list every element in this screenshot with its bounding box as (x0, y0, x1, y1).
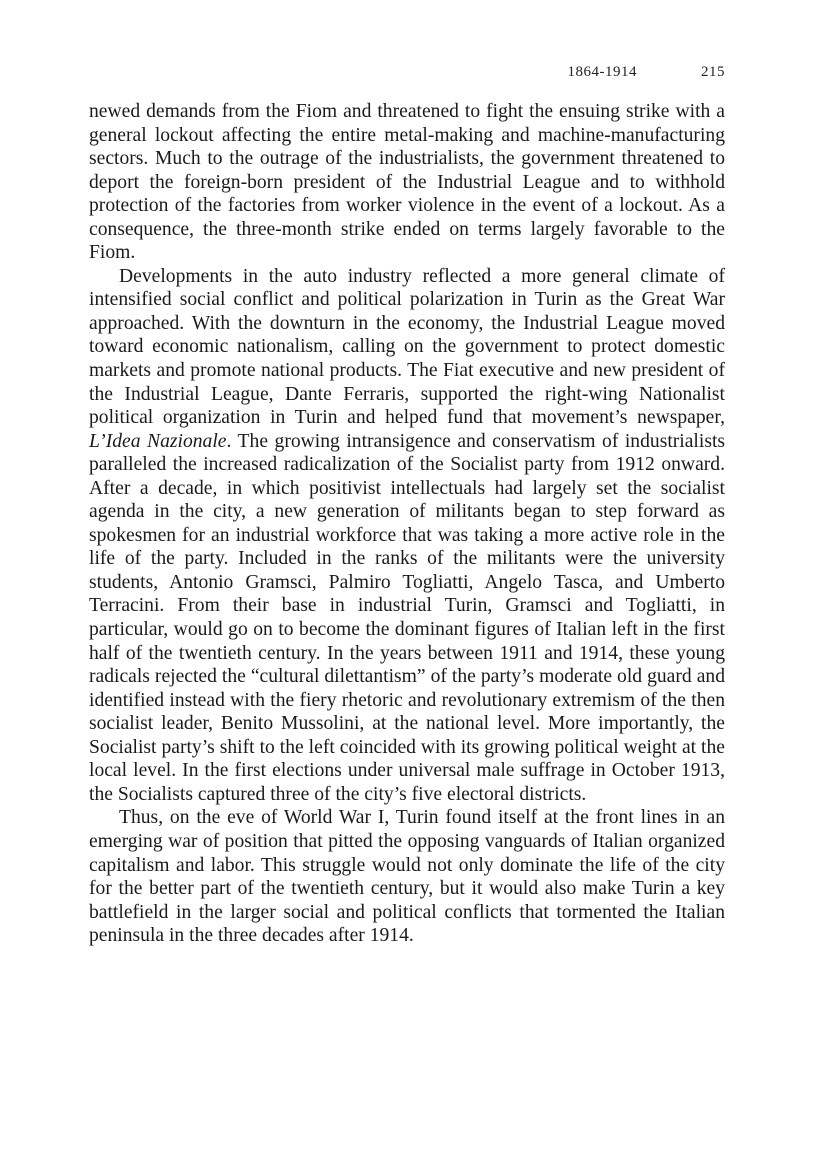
paragraph (89, 806, 725, 947)
running-head-title: 1864-1914 (567, 64, 637, 80)
paragraph-text: Developments in the auto industry reflected a more general climate of intensified social conflict and political polarization in Turin as the Great War approached. With the downturn in the economy, the Industrial League moved toward economic nationalism, calling on the government to protect domestic markets and promote national products. The Fiat executive and new president of the Industrial League, Dante Ferraris, supported the right-wing Nationalist political organization in Turin and helped fund that movement’s newspaper, (89, 265, 725, 429)
paragraph-text: newed demands from the Fiom and threatened to fight the ensuing strike with a general lockout affecting the entire metal-making and machine-manufacturing sectors. Much to the outrage of the industrialists, the government threatened to deport the foreign-born president of the Industrial League and to withhold protection of the factories from worker violence in the event of a lockout. As a consequence, the three-month strike ended on terms largely favorable to the Fiom. (89, 101, 725, 264)
paragraph (89, 265, 725, 807)
running-head (89, 64, 725, 88)
body-text (89, 100, 725, 948)
paragraph-text: Thus, on the eve of World War I, Turin found itself at the front lines in an emerging war of position that pitted the opposing vanguards of Italian organized capitalism and labor. This struggle would not only dominate the life of the city for the better part of the twentieth century, but it would also make Turin a key battlefield in the larger social and political conflicts that tormented the Italian peninsula in the three decades after 1914. (89, 807, 725, 947)
paragraph (89, 100, 725, 265)
newspaper-title: L’Idea Nazionale (89, 430, 227, 452)
page-number: 215 (701, 64, 725, 80)
paragraph-text: . The growing intransigence and conservatism of industrialists paralleled the increased radicalization of the Socialist party from 1912 onward. After a decade, in which positivist intellectuals had largely set the socialist agenda in the city, a new generation of militants began to step forward as spokesmen for an industrial workforce that was taking a more active role in the life of the party. Included in the ranks of the militants were the university students, Antonio Gramsci, Palmiro Togliatti, Angelo Tasca, and Umberto Terracini. From their base in industrial Turin, Gramsci and Togliatti, in particular, would go on to become the dominant figures of Italian left in the first half of the twentieth century. In the years between 1911 and 1914, these young radicals rejected the “cultural dilettantism” of the party’s moderate old guard and identified instead with the fiery rhetoric and revolutionary extremism of the then socialist leader, Benito Mussolini, at the national level. More importantly, the Socialist party’s shift to the left coincided with its growing political weight at the local level. In the first elections under universal male suffrage in October 1913, the Socialists captured three of the city’s five electoral districts. (89, 430, 726, 805)
